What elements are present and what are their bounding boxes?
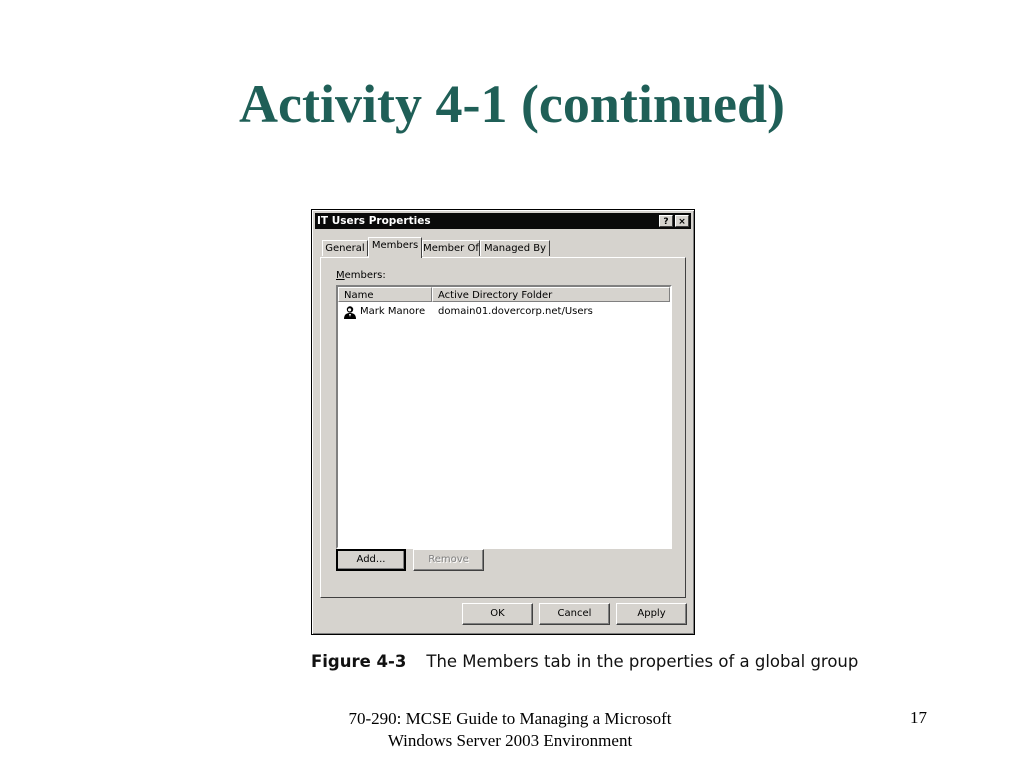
slide-footer bbox=[290, 708, 730, 752]
footer-line-1: 70-290: MCSE Guide to Managing a Microsoft bbox=[348, 709, 672, 728]
cancel-button-label: Cancel bbox=[557, 608, 592, 619]
dialog-title: IT Users Properties bbox=[317, 215, 431, 227]
close-button[interactable]: × bbox=[675, 215, 689, 227]
remove-button[interactable] bbox=[413, 549, 484, 571]
tab-members[interactable]: Members bbox=[368, 237, 422, 258]
column-header-name[interactable]: Name bbox=[338, 287, 432, 302]
list-item[interactable] bbox=[338, 304, 668, 320]
members-label: Members: bbox=[336, 270, 386, 281]
members-list[interactable] bbox=[336, 285, 672, 549]
tab-managed-by[interactable]: Managed By bbox=[480, 240, 550, 256]
remove-button-label: Remove bbox=[428, 554, 469, 565]
slide-title: Activity 4-1 (continued) bbox=[239, 74, 785, 134]
column-header-folder[interactable]: Active Directory Folder bbox=[432, 287, 670, 302]
members-label-text: embers: bbox=[344, 270, 386, 281]
add-button[interactable] bbox=[336, 549, 406, 571]
footer-line-2: Windows Server 2003 Environment bbox=[387, 731, 633, 750]
tab-general[interactable]: General bbox=[322, 240, 368, 256]
properties-dialog bbox=[311, 209, 695, 635]
user-icon bbox=[343, 305, 357, 319]
apply-button[interactable] bbox=[616, 603, 687, 625]
cancel-button[interactable] bbox=[539, 603, 610, 625]
member-folder: domain01.dovercorp.net/Users bbox=[438, 306, 593, 317]
figure-caption-text: The Members tab in the properties of a global group bbox=[426, 652, 859, 671]
figure-caption bbox=[311, 652, 858, 671]
add-button-label: Add... bbox=[356, 554, 386, 565]
figure-label: Figure 4-3 bbox=[311, 652, 407, 671]
page-number: 17 bbox=[910, 708, 927, 727]
apply-button-label: Apply bbox=[637, 608, 666, 619]
tab-member-of[interactable]: Member Of bbox=[422, 240, 480, 256]
dialog-titlebar[interactable] bbox=[315, 213, 691, 229]
ok-button-label: OK bbox=[490, 608, 505, 619]
ok-button[interactable] bbox=[462, 603, 533, 625]
help-button[interactable]: ? bbox=[659, 215, 673, 227]
member-name: Mark Manore bbox=[360, 306, 426, 317]
